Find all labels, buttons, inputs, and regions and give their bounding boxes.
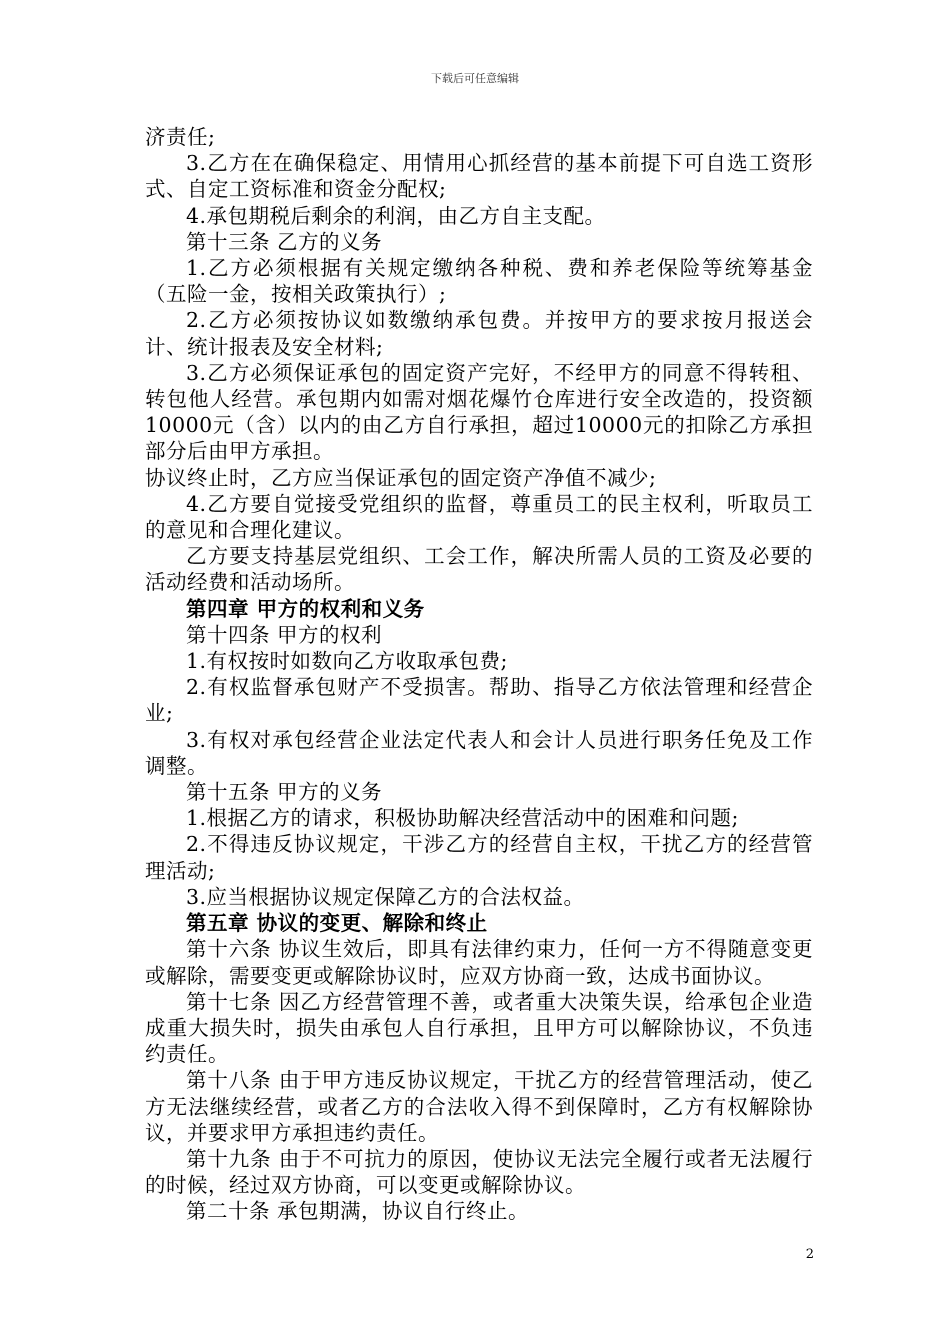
paragraph: 第十九条 由于不可抗力的原因，使协议无法完全履行或者无法履行的时候，经过双方协商，可以变更或解除协议。 [145,1146,813,1198]
paragraph: 2.不得违反协议规定，干涉乙方的经营自主权，干扰乙方的经营管理活动; [145,832,813,883]
paragraph: 第十八条 由于甲方违反协议规定，干扰乙方的经营管理活动，使乙方无法继续经营，或者乙方的合法收入得不到保障时，乙方有权解除协议，并要求甲方承担违约责任。 [145,1068,813,1145]
paragraph: 1.乙方必须根据有关规定缴纳各种税、费和养老保险等统筹基金（五险一金，按相关政策执行）; [145,256,813,307]
paragraph: 2.有权监督承包财产不受损害。帮助、指导乙方依法管理和经营企业; [145,675,813,726]
paragraph: 3.应当根据协议规定保障乙方的合法权益。 [186,884,585,909]
paragraph: 2.乙方必须按协议如数缴纳承包费。并按甲方的要求按月报送会计、统计报表及安全材料; [145,308,813,359]
page-header: 下载后可任意编辑 [431,72,519,85]
paragraph: 4.乙方要自觉接受党组织的监督，尊重员工的民主权利，听取员工的意见和合理化建议。 [145,491,813,543]
paragraph: 3.乙方必须保证承包的固定资产完好，不经甲方的同意不得转租、转包他人经营。承包期内如需对烟花爆竹仓库进行安全改造的，投资额10000元（含）以内的由乙方自行承担，超过10000元的扣除乙方承担部分后由甲方承担。 [145,360,813,464]
paragraph: 乙方要支持基层党组织、工会工作，解决所需人员的工资及必要的活动经费和活动场所。 [145,544,813,595]
paragraph: 第十七条 因乙方经营管理不善，或者重大决策失误，给承包企业造成重大损失时，损失由承包人自行承担，且甲方可以解除协议，不负违约责任。 [145,989,813,1067]
paragraph: 4.承包期税后剩余的利润，由乙方自主支配。 [186,203,606,228]
paragraph: 第十三条 乙方的义务 [186,229,383,254]
paragraph: 1.有权按时如数向乙方收取承包费; [186,649,508,674]
paragraph: 济责任; [145,125,216,149]
document-body [145,124,813,1225]
paragraph: 第十六条 协议生效后，即具有法律约束力，任何一方不得随意变更或解除，需要变更或解除协议时，应双方协商一致，达成书面协议。 [145,937,813,988]
paragraph: 第十五条 甲方的义务 [186,780,383,805]
paragraph: 3.有权对承包经营企业法定代表人和会计人员进行职务任免及工作调整。 [145,727,813,778]
paragraph: 1.根据乙方的请求，积极协助解决经营活动中的困难和问题; [186,806,739,831]
paragraph: 3.乙方在在确保稳定、用情用心抓经营的基本前提下可自选工资形式、自定工资标准和资金分配权; [145,151,813,202]
chapter-heading: 第五章 协议的变更、解除和终止 [186,911,488,936]
chapter-heading: 第四章 甲方的权利和义务 [186,596,425,621]
paragraph: 第二十条 承包期满，协议自行终止。 [186,1199,530,1224]
paragraph: 第十四条 甲方的权利 [186,622,383,647]
page-number: 2 [805,1247,814,1262]
paragraph: 协议终止时，乙方应当保证承包的固定资产净值不减少; [145,465,657,490]
